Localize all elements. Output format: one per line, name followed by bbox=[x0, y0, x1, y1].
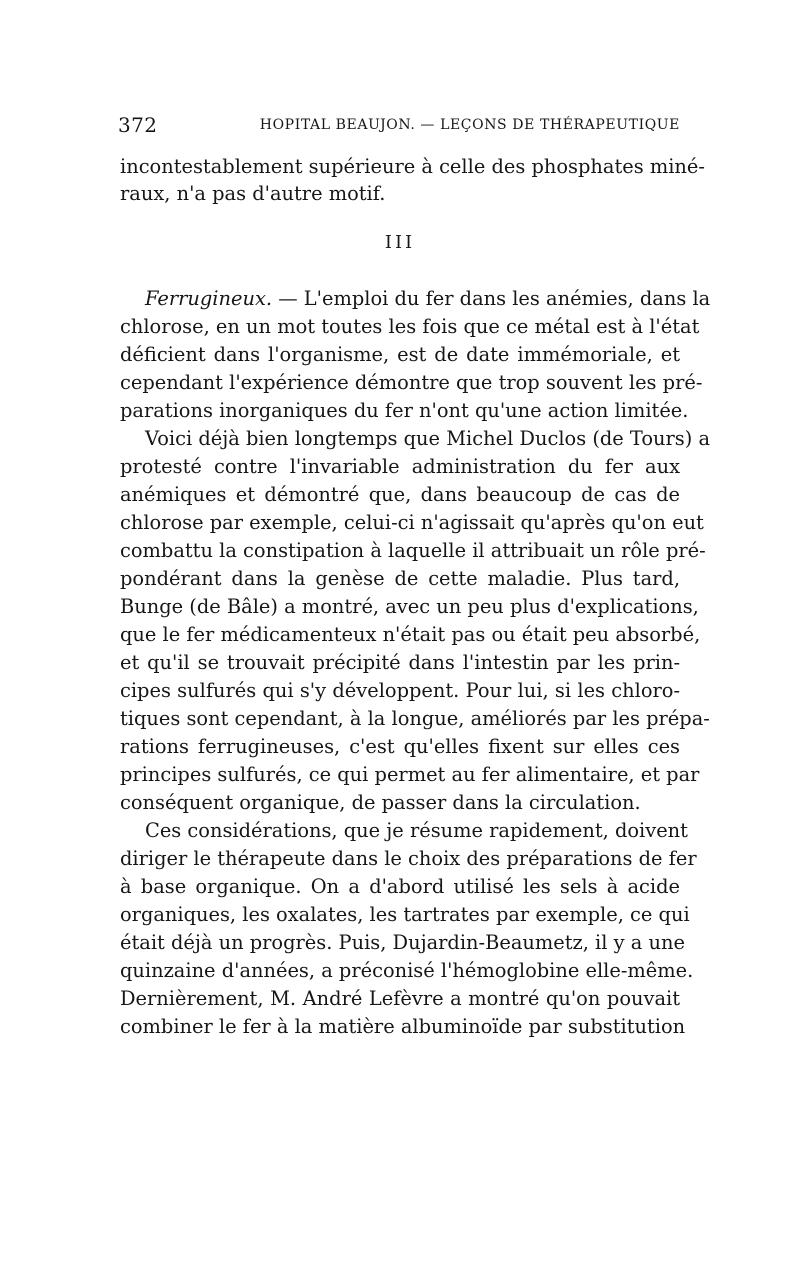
text-line: que le fer médicamenteux n'était pas ou était peu absorbé, bbox=[120, 623, 701, 646]
section-term: Ferrugineux. bbox=[145, 287, 273, 310]
text-line: conséquent organique, de passer dans la circulation. bbox=[120, 791, 641, 814]
text-line: organiques, les oxalates, les tartrates par exemple, ce qui bbox=[120, 903, 690, 926]
text-line: chlorose par exemple, celui-ci n'agissait qu'après qu'on eut bbox=[120, 511, 704, 534]
text-line bbox=[145, 284, 711, 314]
text-line: à base organique. On a d'abord utilisé les sels à acide bbox=[120, 875, 680, 898]
text-line: Dernièrement, M. André Lefèvre a montré qu'on pouvait bbox=[120, 987, 680, 1010]
text-line: chlorose, en un mot toutes les fois que ce métal est à l'état bbox=[120, 315, 700, 338]
text-line: était déjà un progrès. Puis, Dujardin-Beaumetz, il y a une bbox=[120, 931, 685, 954]
text-line: Voici déjà bien longtemps que Michel Duclos (de Tours) a bbox=[145, 427, 711, 450]
text-line: incontestablement supérieure à celle des phosphates miné- bbox=[120, 155, 705, 178]
text-line: déficient dans l'organisme, est de date immémoriale, et bbox=[120, 343, 680, 366]
text-line: rations ferrugineuses, c'est qu'elles fixent sur elles ces bbox=[120, 735, 680, 758]
text-line: raux, n'a pas d'autre motif. bbox=[120, 182, 386, 205]
text-line: Ces considérations, que je résume rapidement, doivent bbox=[145, 819, 688, 842]
page-number: 372 bbox=[118, 113, 158, 137]
text-fragment: — L'emploi du fer dans les anémies, dans la bbox=[272, 287, 711, 310]
text-line: combattu la constipation à laquelle il attribuait un rôle pré- bbox=[120, 539, 706, 562]
text-line: protesté contre l'invariable administration du fer aux bbox=[120, 455, 680, 478]
text-line: anémiques et démontré que, dans beaucoup de cas de bbox=[120, 483, 680, 506]
section-number: III bbox=[384, 232, 416, 253]
text-line: Bunge (de Bâle) a montré, avec un peu plus d'explications, bbox=[120, 595, 699, 618]
text-line: quinzaine d'années, a préconisé l'hémoglobine elle-même. bbox=[120, 959, 694, 982]
text-line: parations inorganiques du fer n'ont qu'une action limitée. bbox=[120, 399, 689, 422]
text-line: diriger le thérapeute dans le choix des préparations de fer bbox=[120, 847, 697, 870]
text-line: et qu'il se trouvait précipité dans l'intestin par les prin- bbox=[120, 651, 680, 674]
text-line: cependant l'expérience démontre que trop souvent les pré- bbox=[120, 371, 703, 394]
page-header bbox=[118, 113, 680, 139]
text-line: pondérant dans la genèse de cette maladie. Plus tard, bbox=[120, 567, 680, 590]
text-line: combiner le fer à la matière albuminoïde par substitution bbox=[120, 1015, 686, 1038]
text-line: tiques sont cependant, à la longue, améliorés par les prépa- bbox=[120, 707, 710, 730]
running-title: HOPITAL BEAUJON. — LEÇONS DE THÉRAPEUTIQUE bbox=[259, 117, 680, 133]
text-line: cipes sulfurés qui s'y développent. Pour lui, si les chloro- bbox=[120, 679, 680, 702]
text-line: principes sulfurés, ce qui permet au fer alimentaire, et par bbox=[120, 763, 700, 786]
